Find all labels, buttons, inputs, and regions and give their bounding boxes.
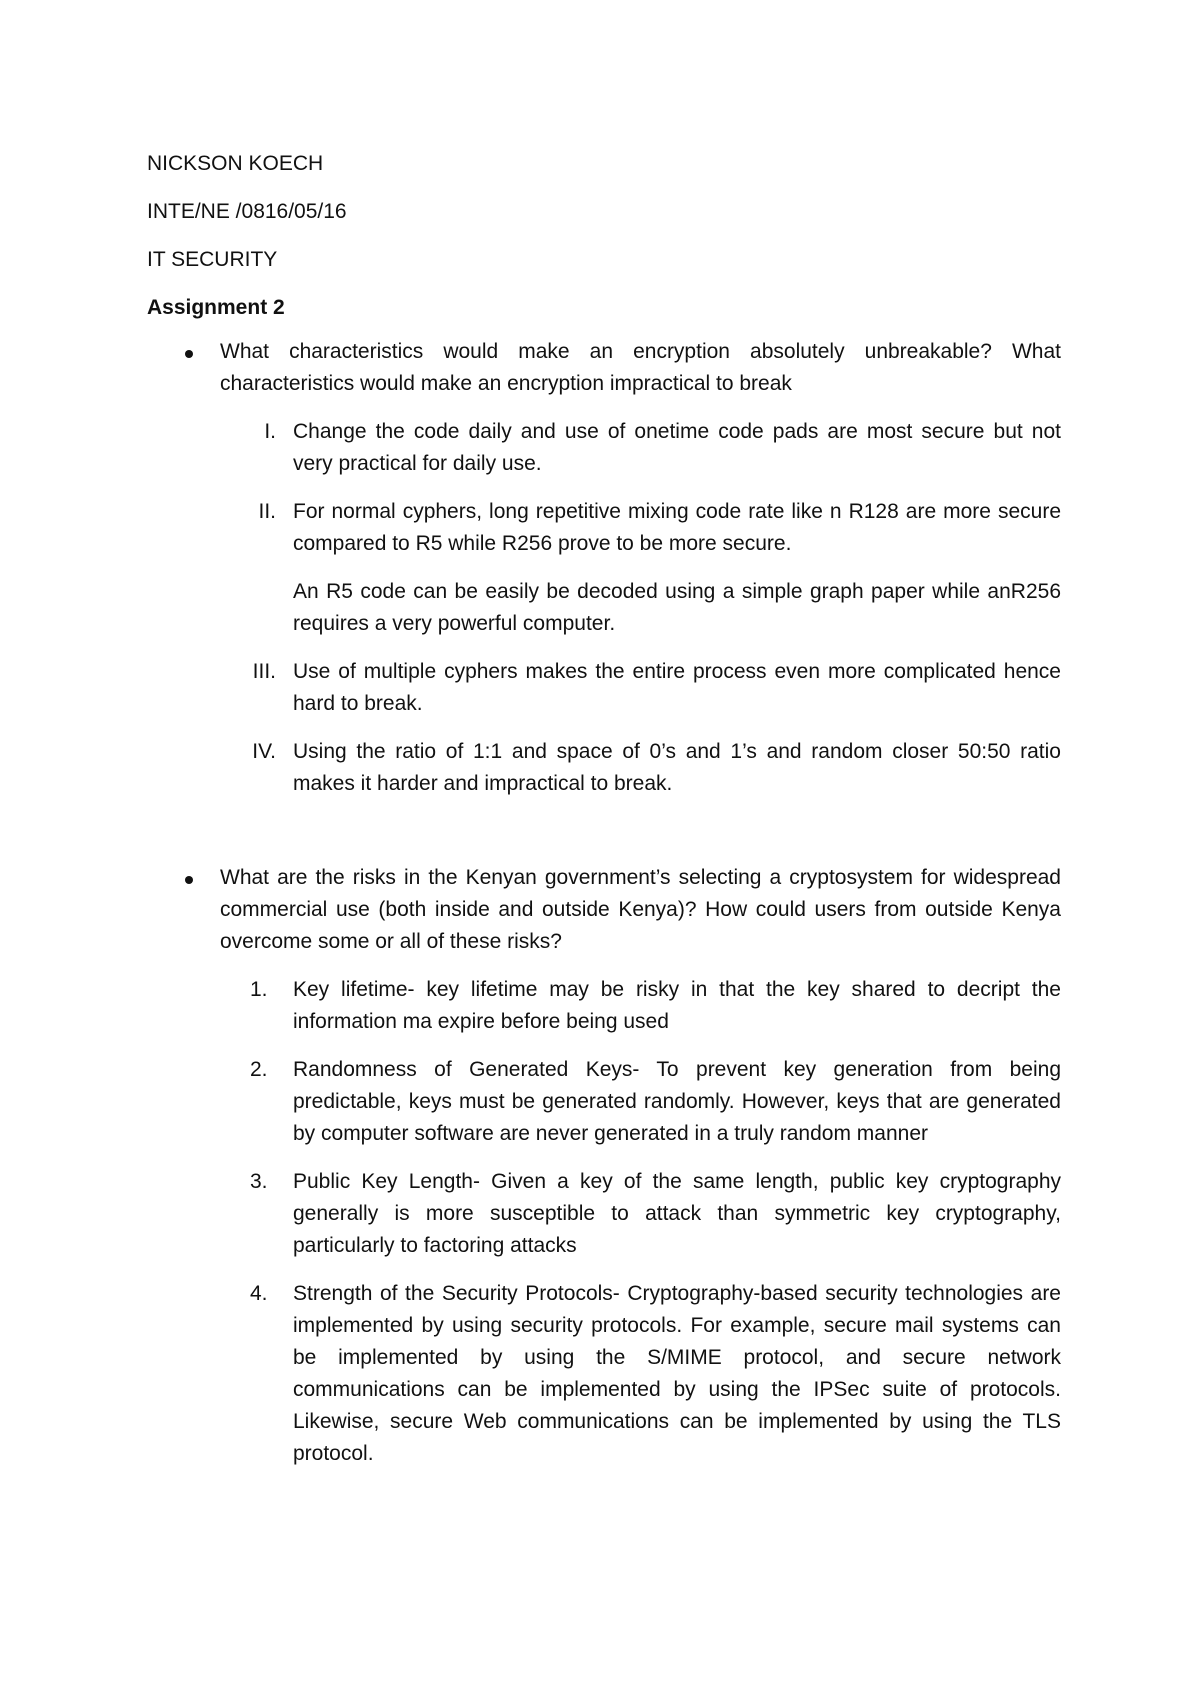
question-1-label: What characteristics would make an encryption absolutely unbreakable? What characteristics would make an encryption impractical to break <box>220 340 1061 395</box>
assignment-title: Assignment 2 <box>147 296 285 319</box>
answer-text: Randomness of Generated Keys- To prevent key generation from being predictable, keys must be generated randomly. However, keys that are generated by computer software are never generated in a truly random manner <box>293 1058 1061 1145</box>
answer-item <box>147 736 1061 800</box>
answer-item <box>147 974 1061 1038</box>
registration-number: INTE/NE /0816/05/16 <box>147 200 347 223</box>
answer-item <box>147 496 1061 560</box>
answer-text: Use of multiple cyphers makes the entire process even more complicated hence hard to break. <box>293 660 1061 715</box>
answer-text: Strength of the Security Protocols- Cryptography-based security technologies are implemented by using security protocols. For example, secure mail systems can be implemented by using the S/MIME protocol, and secure network communications can be implemented by using the IPSec suite of protocols. Likewise, secure Web communications can be implemented by using the TLS protocol. <box>293 1282 1061 1465</box>
question-2-label: What are the risks in the Kenyan government’s selecting a cryptosystem for widespread commercial use (both inside and outside Kenya)? How could users from outside Kenya overcome some or all of these risks? <box>220 866 1061 953</box>
course-title: IT SECURITY <box>147 248 278 271</box>
answer-text: Change the code daily and use of onetime code pads are most secure but not very practical for daily use. <box>293 420 1061 475</box>
question-1-text <box>147 336 1061 400</box>
student-name: NICKSON KOECH <box>147 152 324 175</box>
bullet-dot-icon <box>185 350 193 358</box>
number-marker: 1. <box>250 978 268 1001</box>
answer-item <box>147 656 1061 720</box>
roman-marker: III. <box>252 660 276 683</box>
question-2 <box>147 862 1061 1470</box>
roman-marker: II. <box>258 500 276 523</box>
answer-text: Key lifetime- key lifetime may be risky in that the key shared to decript the information ma expire before being used <box>293 978 1061 1033</box>
answer-text: For normal cyphers, long repetitive mixing code rate like n R128 are more secure compared to R5 while R256 prove to be more secure. <box>293 500 1061 555</box>
question-2-text <box>147 862 1061 958</box>
answer-item <box>147 416 1061 480</box>
roman-marker: I. <box>264 420 276 443</box>
number-marker: 4. <box>250 1282 268 1305</box>
question-1 <box>147 336 1061 800</box>
answer-text: Using the ratio of 1:1 and space of 0’s and 1’s and random closer 50:50 ratio makes it harder and impractical to break. <box>293 740 1061 795</box>
roman-marker: IV. <box>252 740 276 763</box>
number-marker: 2. <box>250 1058 268 1081</box>
bullet-dot-icon <box>185 876 193 884</box>
answer-item <box>147 1278 1061 1470</box>
answer-note: An R5 code can be easily be decoded using a simple graph paper while anR256 requires a very powerful computer. <box>293 580 1061 635</box>
number-marker: 3. <box>250 1170 268 1193</box>
answer-item <box>147 1054 1061 1150</box>
answer-item <box>147 1166 1061 1262</box>
answer-text: Public Key Length- Given a key of the same length, public key cryptography generally is more susceptible to attack than symmetric key cryptography, particularly to factoring attacks <box>293 1170 1061 1257</box>
